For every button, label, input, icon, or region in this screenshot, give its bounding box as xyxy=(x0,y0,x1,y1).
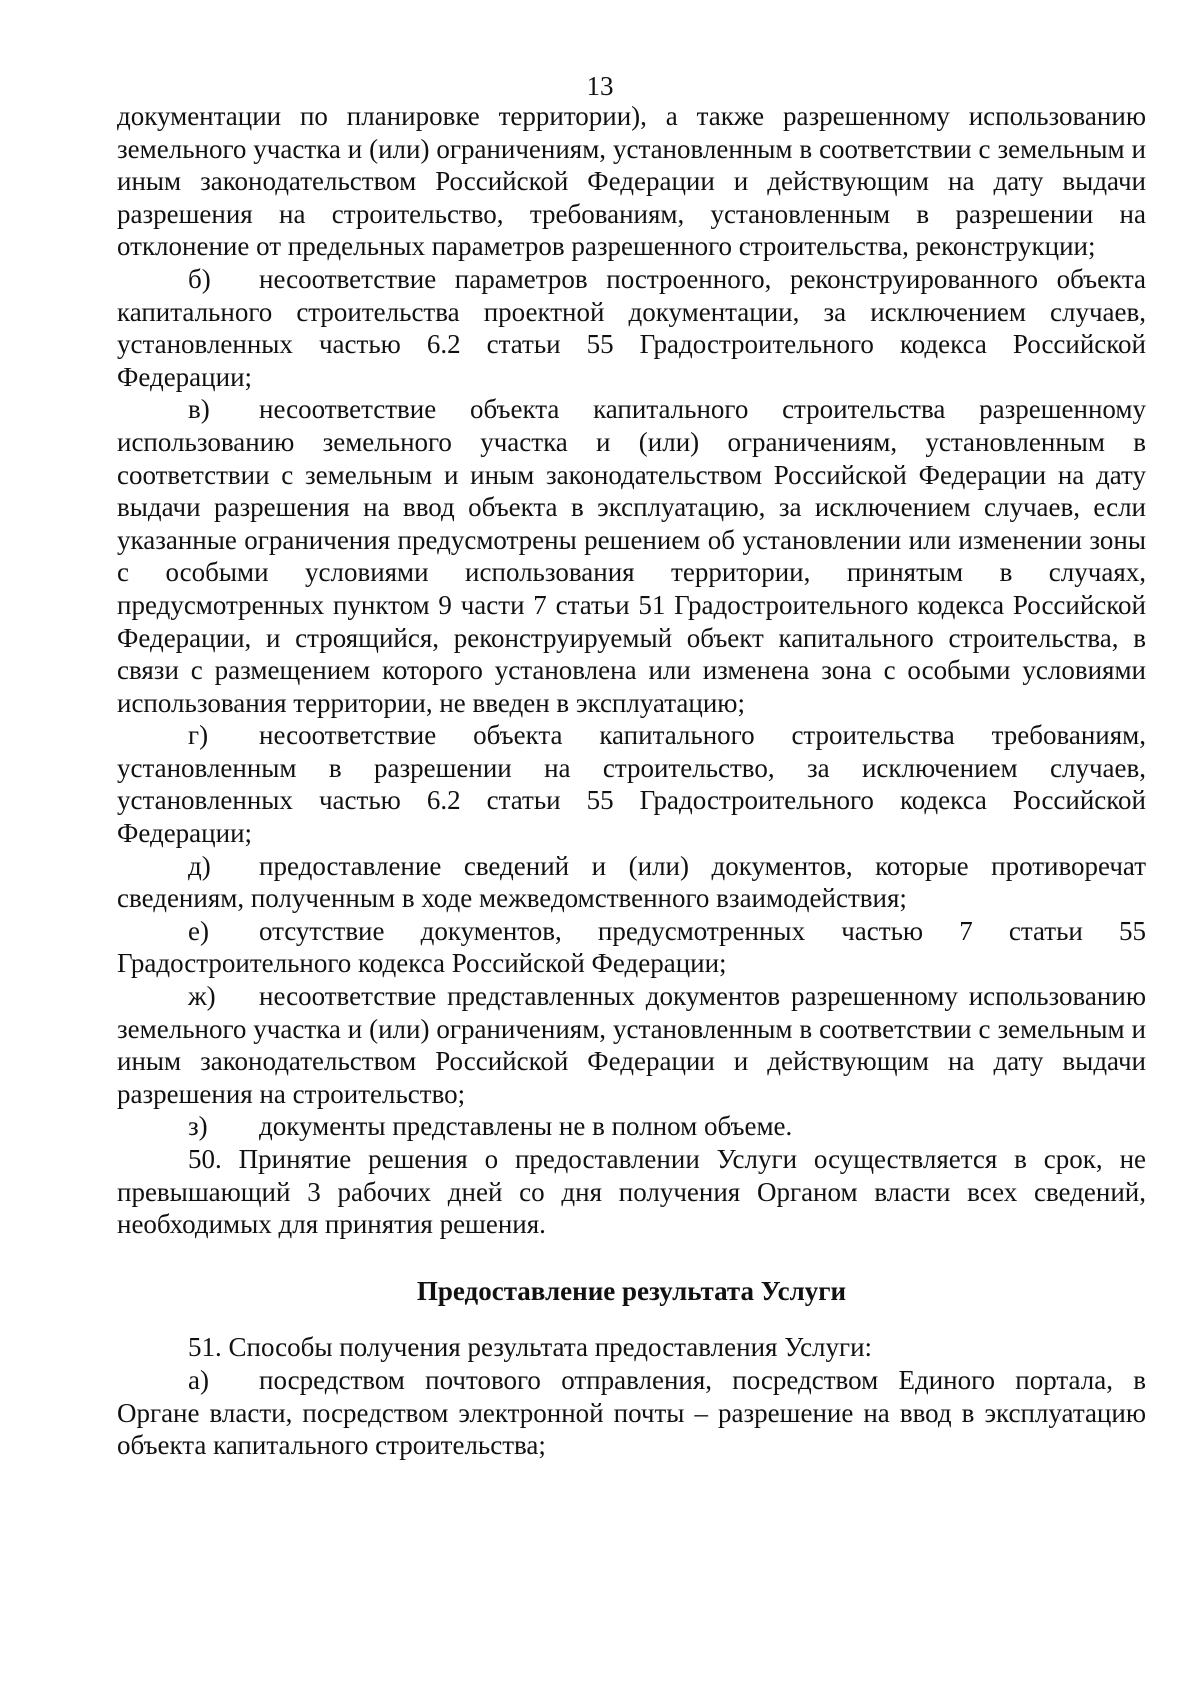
clause-51: 51. Способы получения результата предоставления Услуги: xyxy=(188,1332,873,1363)
list-item-z xyxy=(117,1110,1146,1143)
list-item-text: несоответствие параметров построенного, реконструированного объекта капитального строительства проектной документации, за исключением случаев, установленных частью 6.2 статьи 55 Градостроительного кодекса Российской Федерации; xyxy=(117,263,1146,392)
list-marker: з) xyxy=(188,1111,208,1142)
list-marker: в) xyxy=(188,394,210,425)
list-item-text: документы представлены не в полном объеме. xyxy=(259,1111,793,1142)
list-item-g xyxy=(117,719,1146,849)
list-item-text: отсутствие документов, предусмотренных частью 7 статьи 55 Градостроительного кодекса Российской Федерации; xyxy=(117,915,1146,979)
list-marker: ж) xyxy=(188,981,216,1012)
clause-50: 50. Принятие решения о предоставлении Услуги осуществляется в срок, не превышающий 3 рабочих дней со дня получения Органом власти всех сведений, необходимых для принятия решения. xyxy=(117,1144,1146,1240)
list-item-v xyxy=(117,393,1146,719)
list-item-e xyxy=(117,915,1146,980)
list-item-text: несоответствие представленных документов разрешенному использованию земельного участка и (или) ограничениям, установленным в соответствии с земельным и иным законодательством Российской Федерации и действующим на дату выдачи разрешения на строительство; xyxy=(117,981,1146,1109)
list-marker: д) xyxy=(188,850,211,881)
list-marker: е) xyxy=(188,915,209,946)
list-item-a xyxy=(117,1364,1146,1462)
list-item-text: посредством почтового отправления, посредством Единого портала, в Органе власти, посредством электронной почты – разрешение на ввод в эксплуатацию объекта капитального строительства; xyxy=(117,1364,1146,1461)
list-item-text: несоответствие объекта капитального строительства требованиям, установленным в разрешении на строительство, за исключением случаев, установленных частью 6.2 статьи 55 Градостроительного кодекса Российской Федерации; xyxy=(117,720,1146,849)
paragraph-continuation: документации по планировке территории), а также разрешенному использованию земельного участка и (или) ограничениям, установленным в соответствии с земельным и иным законодательством Российской Федерации и действующим на дату выдачи разрешения на строительство, требованиям, установленным в разрешении на отклонение от предельных параметров разрешенного строительства, реконструкции; xyxy=(117,101,1146,262)
list-marker: б) xyxy=(188,263,211,294)
list-item-d xyxy=(117,850,1146,915)
page-number: 13 xyxy=(586,71,614,101)
list-item-text: предоставление сведений и (или) документов, которые противоречат сведениям, полученным в ходе межведомственного взаимодействия; xyxy=(117,850,1146,914)
list-item-zh xyxy=(117,980,1146,1110)
section-heading: Предоставление результата Услуги xyxy=(416,1275,847,1306)
list-marker: а) xyxy=(188,1364,209,1395)
document-body xyxy=(117,100,1146,1462)
list-item-b xyxy=(117,263,1146,393)
list-item-text: несоответствие объекта капитального строительства разрешенному использованию земельного участка и (или) ограничениям, установленным в соответствии с земельным и иным законодательством Российской Федерации на дату выдачи разрешения на ввод объекта в эксплуатацию, за исключением случаев, если указанные ограничения предусмотрены решением об установлении или изменении зоны с особыми условиями использования территории, принятым в случаях, предусмотренных пунктом 9 части 7 статьи 51 Градостроительного кодекса Российской Федерации, и строящийся, реконструируемый объект капитального строительства, в связи с размещением которого установлена или изменена зона с особыми условиями использования территории, не введен в эксплуатацию; xyxy=(117,394,1146,718)
list-marker: г) xyxy=(188,720,209,751)
